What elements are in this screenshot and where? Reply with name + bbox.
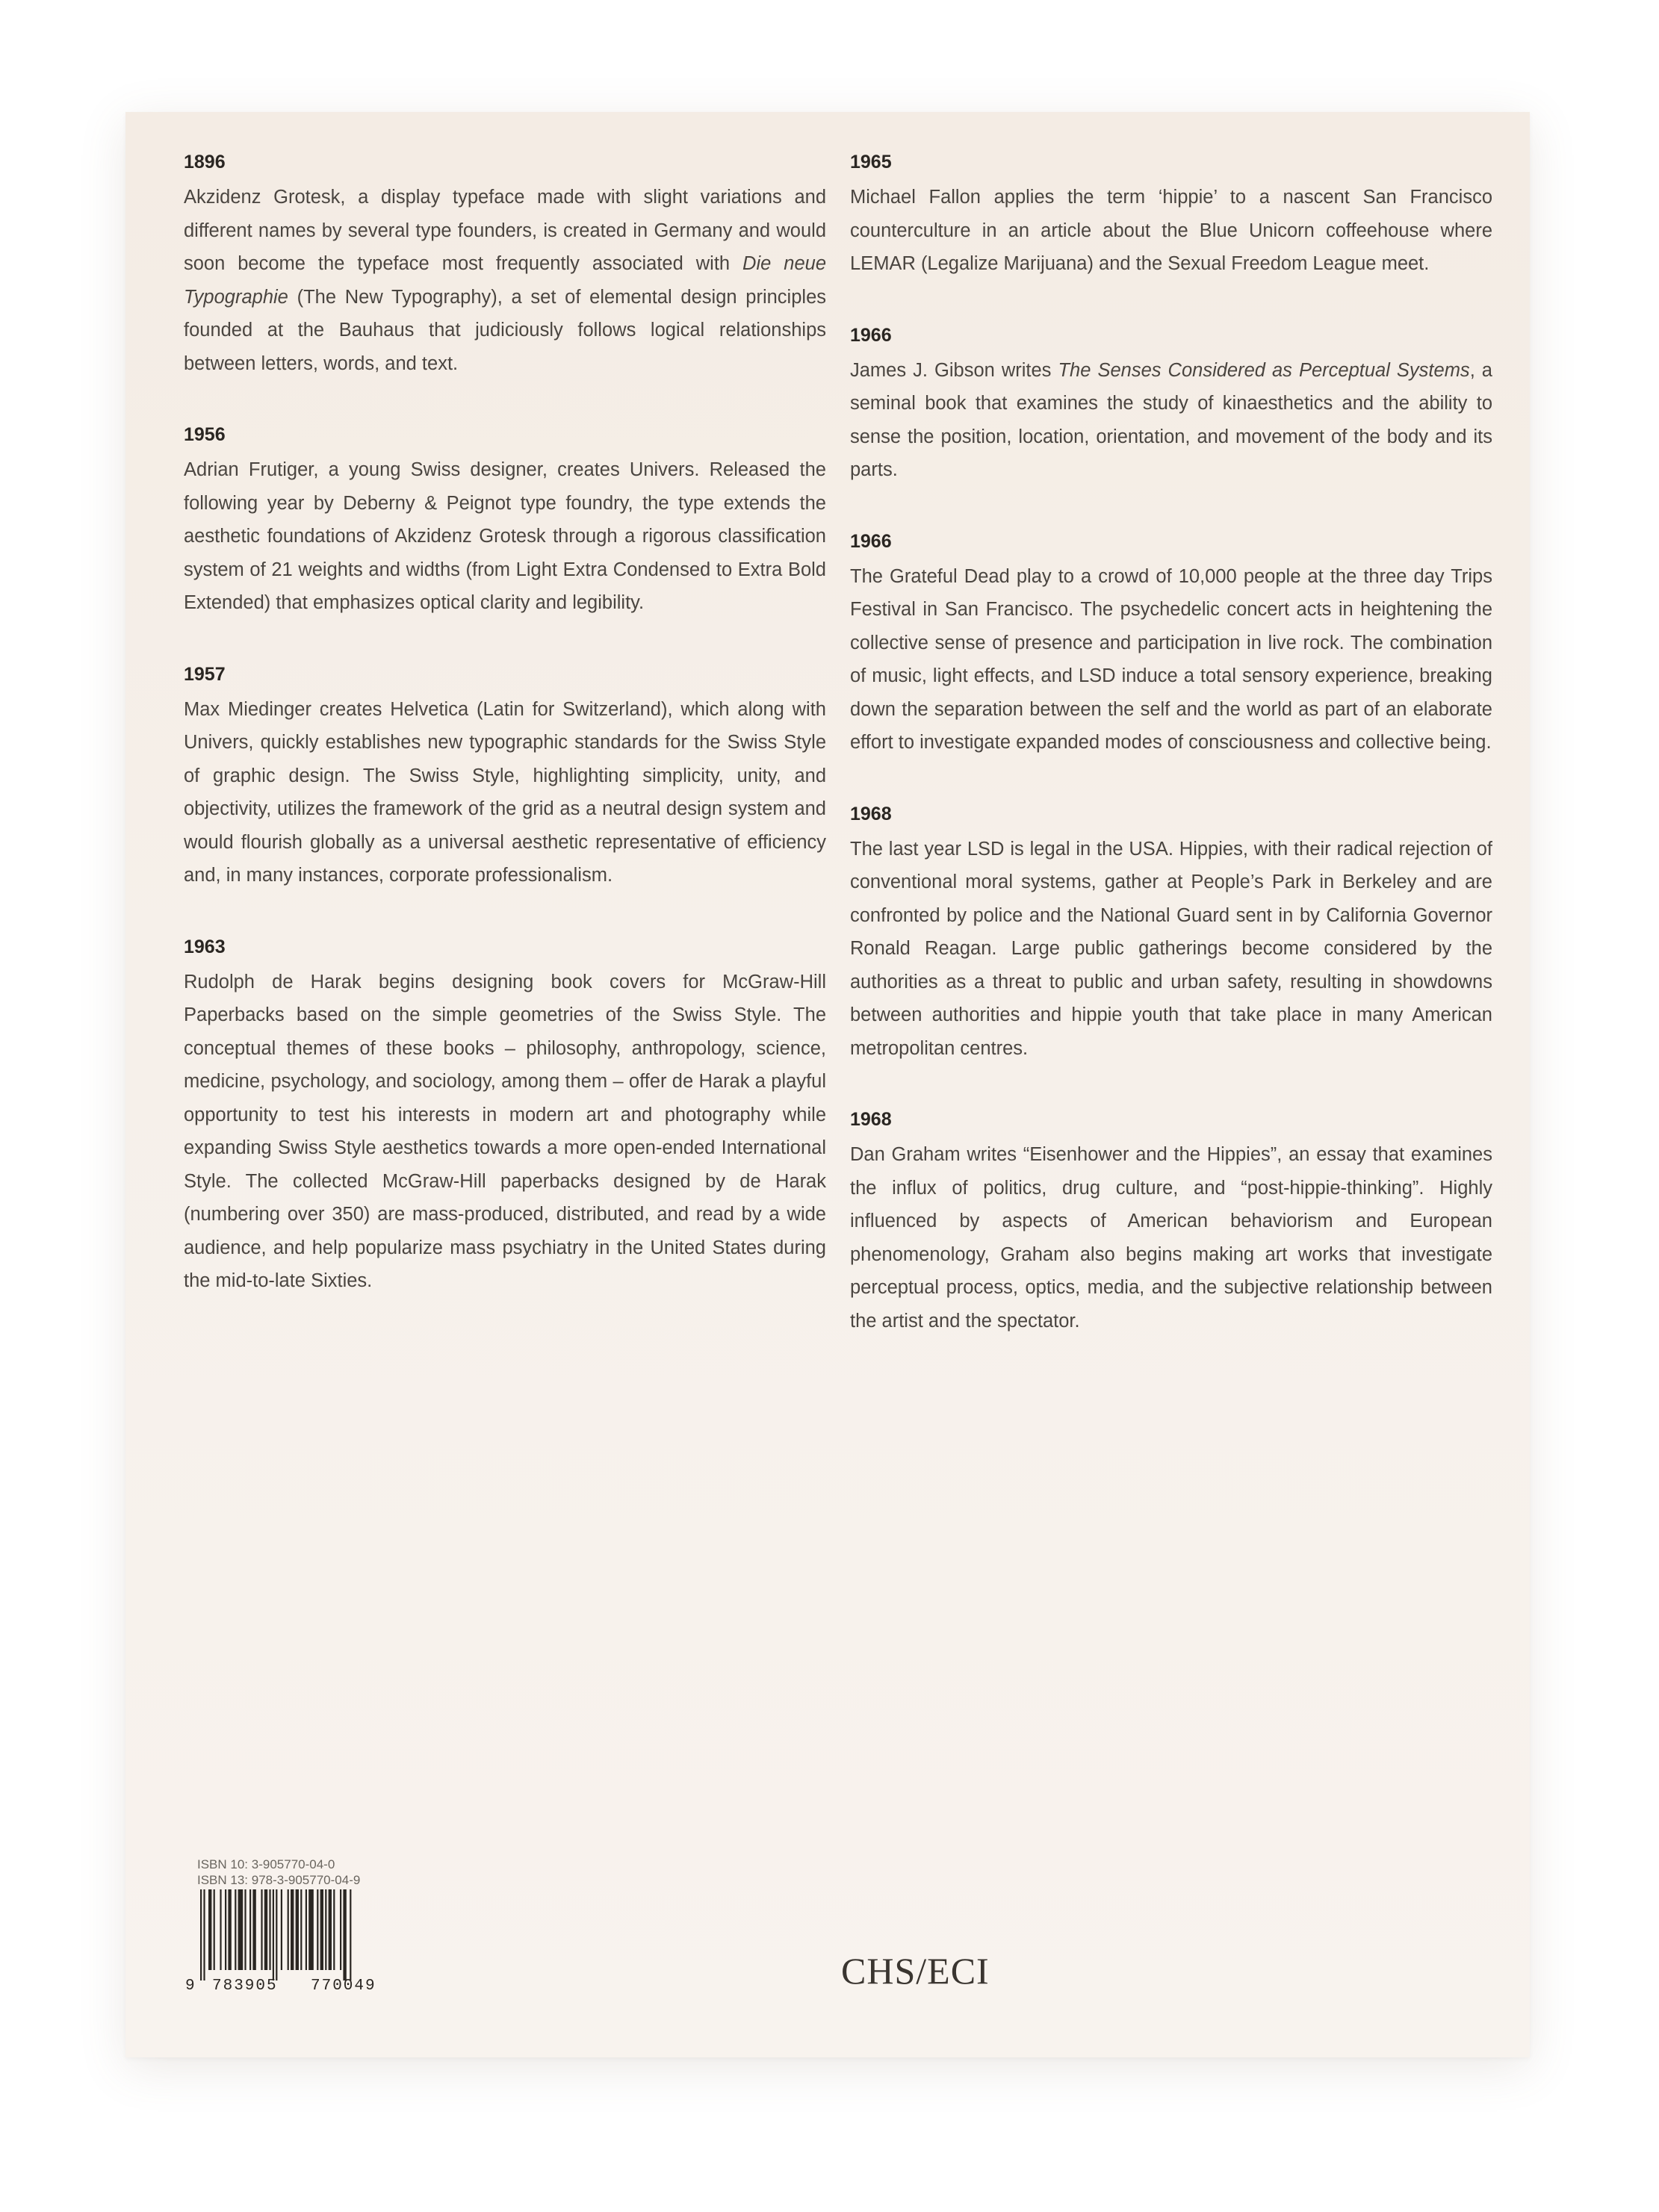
barcode-bar [288, 1889, 289, 1970]
barcode-graphic [184, 1889, 408, 1992]
entry-year: 1957 [184, 663, 226, 685]
timeline-entry [850, 323, 1492, 487]
barcode-bar [333, 1889, 335, 1970]
entry-text: The last year LSD is legal in the USA. Hippies, with their radical rejection of conventional moral systems, gather at People’s Park in Berkeley and are confronted by police and the National Guard sent in by California Governor Ronald Reagan. Large public gatherings become considered by the authorities as a threat to public and urban safety, resulting in showdowns between authorities and hippie youth that take place in many American metropolitan centres. [850, 838, 1492, 1059]
barcode-bar [276, 1889, 277, 1980]
barcode-bar [244, 1889, 246, 1970]
barcode-bar [228, 1889, 231, 1970]
barcode-bar [249, 1889, 251, 1970]
timeline-entry [184, 934, 826, 1298]
isbn-10: ISBN 10: 3-905770-04-0 [197, 1857, 335, 1871]
barcode-bar [296, 1889, 299, 1970]
barcode-bar [329, 1889, 332, 1970]
barcode-bar [203, 1889, 205, 1980]
barcode-bar [235, 1889, 236, 1970]
isbn-block [184, 1857, 415, 1992]
entry-text: Akzidenz Grotesk, a display typeface made with slight variations and different names by several type founders, is created in Germany and would soon become the typeface most frequently associated with Die neue Typographie (The New Typography), a set of elemental design principles founded at the Bauhaus that judiciously follows logical relationships between letters, words, and text. [184, 187, 826, 374]
timeline-entry [184, 662, 826, 892]
barcode [184, 1889, 408, 1992]
entry-year: 1966 [850, 324, 892, 346]
entry-year: 1966 [850, 530, 892, 552]
entry-text: Max Miedinger creates Helvetica (Latin for Switzerland), which along with Univers, quickly establishes new typographic standards for the Swiss Style of graphic design. The Swiss Style, highlighting simplicity, unity, and objectivity, utilizes the framework of the grid as a neutral design system and would flourish globally as a universal aesthetic representative of efficiency and, in many instances, corporate professionalism. [184, 698, 826, 886]
barcode-bar [291, 1889, 294, 1970]
barcode-bar [220, 1889, 221, 1970]
barcode-bar [317, 1889, 318, 1970]
left-column [184, 149, 826, 1340]
barcode-bar [273, 1889, 274, 1980]
barcode-bar [306, 1889, 307, 1970]
barcode-bar [200, 1889, 202, 1980]
barcode-bar [340, 1889, 341, 1970]
entry-year: 1963 [184, 936, 226, 957]
barcode-bar [343, 1889, 346, 1980]
entry-text: Dan Graham writes “Eisenhower and the Hippies”, an essay that examines the influx of politics, drug culture, and “post-hippie-thinking”. Highly influenced by aspects of American behaviorism and European phenomenology, Graham also begins making art works that investigate perceptual process, optics, media, and the subjective relationship between the artist and the spectator. [850, 1144, 1492, 1332]
timeline-entry [184, 149, 826, 380]
barcode-bar [308, 1889, 314, 1970]
entry-text: The Grateful Dead play to a crowd of 10,000 people at the three day Trips Festival in San Francisco. The psychedelic concert acts in heightening the collective sense of presence and participation in live rock. The combination of music, light effects, and LSD induce a total sensory experience, breaking down the separation between the self and the world as part of an elaborate effort to investigate expanded modes of consciousness and collective being. [850, 565, 1492, 753]
timeline-entry [850, 801, 1492, 1066]
barcode-bar [208, 1889, 211, 1970]
timeline-entry [850, 529, 1492, 759]
barcode-lead-digit: 9 [185, 1978, 195, 1992]
timeline-entry [850, 149, 1492, 281]
barcode-bar [350, 1889, 351, 1980]
entry-year: 1968 [850, 803, 892, 824]
entry-year: 1896 [184, 152, 226, 173]
entry-year: 1965 [850, 152, 892, 173]
barcode-bar [225, 1889, 226, 1970]
barcode-bar [238, 1889, 244, 1970]
entry-year: 1968 [850, 1109, 892, 1130]
entry-text: James J. Gibson writes The Senses Considered as Perceptual Systems, a seminal book that examines the study of kinaesthetics and the ability to sense the position, location, orientation, and movement of the body and its parts. [850, 359, 1492, 480]
entry-text: Rudolph de Harak begins designing book covers for McGraw-Hill Paperbacks based on the simple geometries of the Swiss Style. The conceptual themes of these books – philosophy, anthropology, science, medicine, psychology, and sociology, among them – offer de Harak a playful opportunity to test his interests in modern art and photography while expanding Swiss Style aesthetics towards a more open-ended International Style. The collected McGraw-Hill paperbacks designed by de Harak (numbering over 350) are mass-produced, distributed, and read by a wide audience, and help popularize mass psychiatry in the United States during the mid-to-late Sixties. [184, 971, 826, 1291]
barcode-bar [320, 1889, 323, 1970]
isbn-13: ISBN 13: 978-3-905770-04-9 [197, 1873, 361, 1887]
barcode-bar [300, 1889, 302, 1970]
barcode-bar [281, 1889, 282, 1970]
barcode-bar [261, 1889, 262, 1970]
barcode-bar [264, 1889, 267, 1970]
timeline-entry [850, 1107, 1492, 1338]
barcode-digits-left: 783905 [212, 1978, 278, 1992]
entry-text: Michael Fallon applies the term ‘hippie’ to a nascent San Francisco counterculture in an article about the Blue Unicorn coffeehouse where LEMAR (Legalize Marijuana) and the Sexual Freedom League meet. [850, 187, 1492, 274]
entry-year: 1956 [184, 424, 226, 445]
barcode-bar [269, 1889, 270, 1970]
timeline-entry [184, 422, 826, 620]
publisher-logo: CHS/ECI [841, 1950, 990, 1992]
barcode-digits-right: 770049 [311, 1978, 376, 1992]
barcode-bar [325, 1889, 326, 1970]
barcode-bar [252, 1889, 255, 1970]
entry-text: Adrian Frutiger, a young Swiss designer, creates Univers. Released the following year by Deberny & Peignot type foundry, the type extends the aesthetic foundations of Akzidenz Grotesk through a rigorous classification system of 21 weights and widths (from Light Extra Condensed to Extra Bold Extended) that emphasizes optical clarity and legibility. [184, 459, 826, 613]
right-column [850, 149, 1492, 1379]
barcode-bar [214, 1889, 215, 1970]
